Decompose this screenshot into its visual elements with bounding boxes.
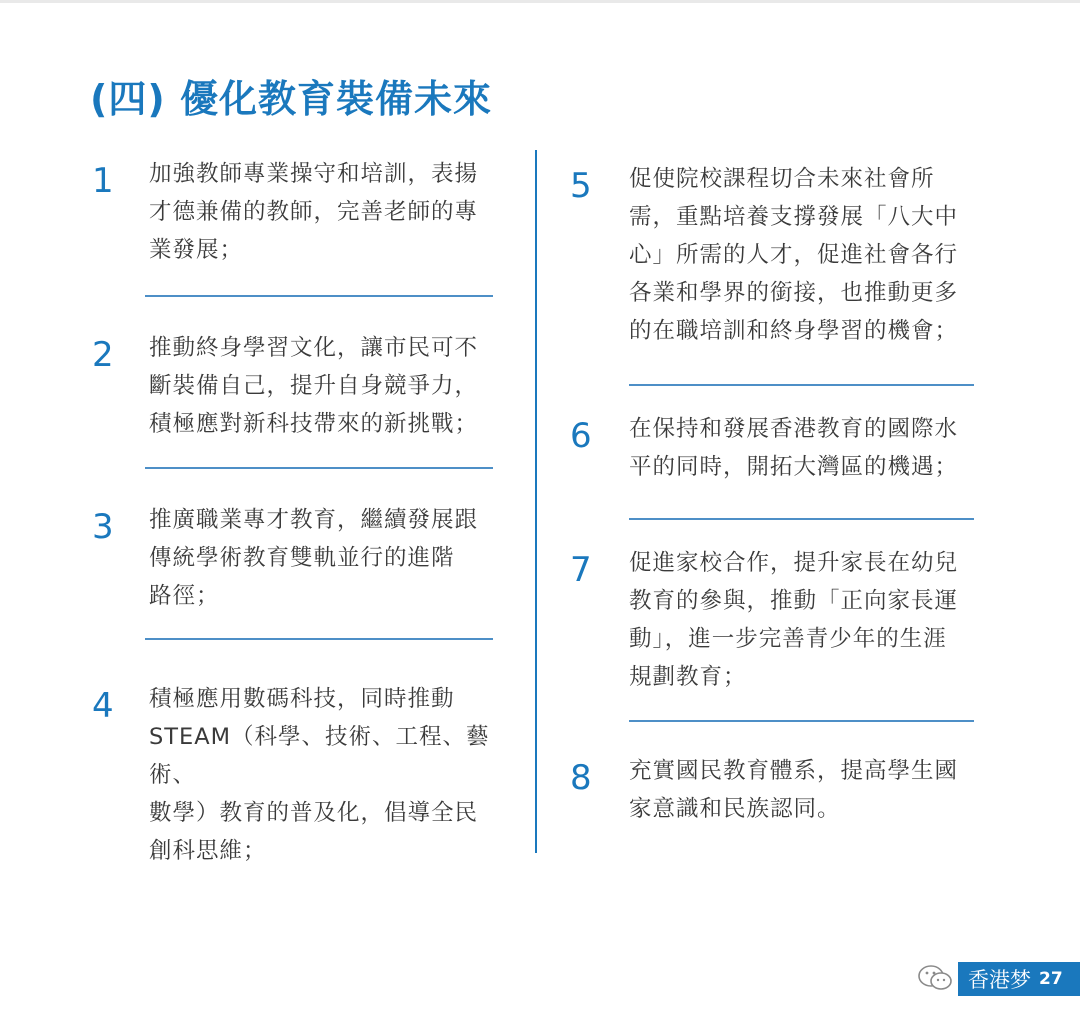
item-line: STEAM（科學、技術、工程、藝術、 xyxy=(149,724,490,788)
item-line: 才德兼備的教師，完善老師的專 xyxy=(149,199,479,225)
item-number: 2 xyxy=(92,335,114,375)
item-text xyxy=(629,752,975,828)
list-item-8 xyxy=(570,752,975,828)
item-number: 5 xyxy=(570,166,592,206)
item-line: 教育的參與，推動「正向家長運 xyxy=(629,588,959,614)
left-column xyxy=(92,155,494,870)
item-line: 心」所需的人才，促進社會各行 xyxy=(629,242,959,268)
wechat-icon xyxy=(916,963,956,993)
item-line: 各業和學界的銜接，也推動更多 xyxy=(629,280,959,306)
item-number: 6 xyxy=(570,416,592,456)
item-line: 動」，進一步完善青少年的生涯 xyxy=(629,626,947,652)
item-line: 促進家校合作，提升家長在幼兒 xyxy=(629,550,959,576)
item-text xyxy=(629,544,975,696)
item-line: 促使院校課程切合未來社會所 xyxy=(629,166,935,192)
item-text xyxy=(149,155,494,269)
top-rule xyxy=(0,0,1080,3)
item-line: 平的同時，開拓大灣區的機遇； xyxy=(629,454,959,480)
item-number: 4 xyxy=(92,686,114,726)
item-text xyxy=(149,680,494,870)
item-line: 推廣職業專才教育，繼續發展跟 xyxy=(149,507,479,533)
list-item-4 xyxy=(92,680,494,870)
item-number: 7 xyxy=(570,550,592,590)
item-number: 3 xyxy=(92,507,114,547)
page-number: 27 xyxy=(1039,969,1063,989)
list-item-6 xyxy=(570,410,975,486)
item-line: 數學）教育的普及化，倡導全民 xyxy=(149,800,479,826)
item-line: 規劃教育； xyxy=(629,664,747,690)
item-line: 斷裝備自己，提升自身競爭力， xyxy=(149,373,479,399)
list-item-5 xyxy=(570,160,975,350)
page-badge xyxy=(958,962,1080,996)
item-line: 積極應用數碼科技，同時推動 xyxy=(149,686,455,712)
item-line: 加強教師專業操守和培訓，表揚 xyxy=(149,161,479,187)
list-item-7 xyxy=(570,544,975,696)
item-line: 需，重點培養支撐發展「八大中 xyxy=(629,204,959,230)
item-text xyxy=(629,410,975,486)
item-text xyxy=(149,329,494,443)
item-line: 傳統學術教育雙軌並行的進階 xyxy=(149,545,455,571)
list-item-2 xyxy=(92,329,494,445)
item-number: 1 xyxy=(92,161,114,201)
item-line: 充實國民教育體系，提高學生國 xyxy=(629,758,959,784)
item-line: 業發展； xyxy=(149,237,244,263)
column-divider xyxy=(535,150,537,853)
list-item-3 xyxy=(92,501,494,617)
item-line: 路徑； xyxy=(149,583,220,609)
item-line: 積極應對新科技帶來的新挑戰； xyxy=(149,411,479,437)
item-line: 推動終身學習文化，讓市民可不 xyxy=(149,335,479,361)
section-title: (四) 優化教育裝備未來 xyxy=(90,77,492,121)
item-text xyxy=(149,501,494,615)
item-line: 的在職培訓和終身學習的機會； xyxy=(629,318,959,344)
item-line: 家意識和民族認同。 xyxy=(629,796,841,822)
item-number: 8 xyxy=(570,758,592,798)
brand-label: 香港梦 xyxy=(968,968,1031,992)
item-line: 創科思維； xyxy=(149,838,267,864)
item-line: 在保持和發展香港教育的國際水 xyxy=(629,416,959,442)
list-item-1 xyxy=(92,155,494,263)
item-text xyxy=(629,160,975,350)
right-column xyxy=(570,160,975,828)
